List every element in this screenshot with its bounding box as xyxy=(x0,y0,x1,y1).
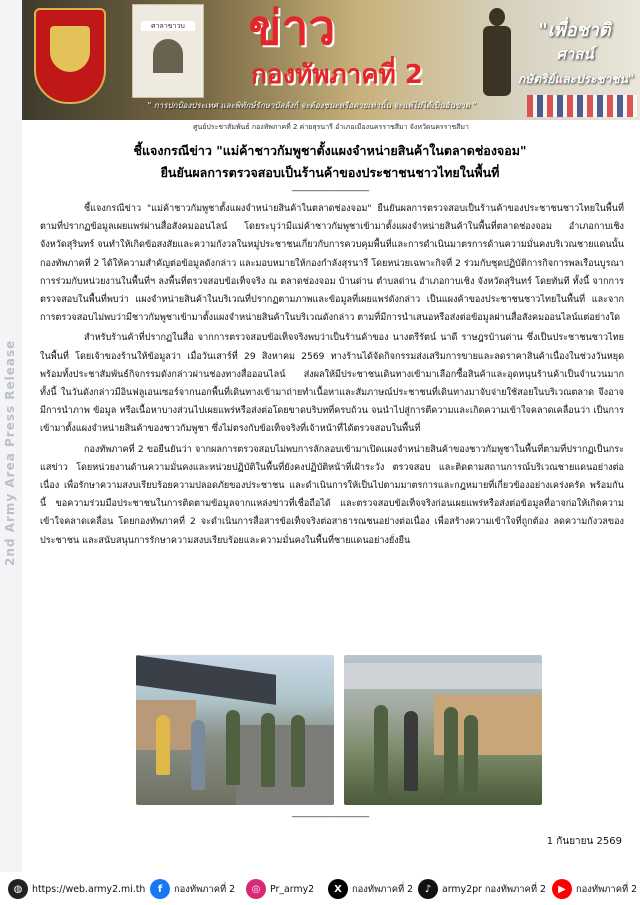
footer-youtube-link[interactable] xyxy=(552,878,637,900)
header-banner xyxy=(22,0,640,120)
photo-row xyxy=(22,655,640,805)
instagram-icon: ◎ xyxy=(246,879,266,899)
globe-icon: ◍ xyxy=(8,879,28,899)
flags-decoration xyxy=(527,95,637,117)
press-center-line: ศูนย์ประชาสัมพันธ์ กองทัพภาคที่ 2 ค่ายสุรนารี อำเภอเมืองนครราชสีมา จังหวัดนครราชสีมา xyxy=(193,123,469,131)
header-motto: " การปกป้องประเทศ และพิทักษ์รักษาบัลลังก์ จะต้องชนะหรือตายเท่านั้น จะแพ้ไม่ได้เป็นอันขาด " xyxy=(147,101,477,110)
release-date: 1 กันยายน 2569 xyxy=(546,836,622,847)
footer-facebook-text: กองทัพภาคที่ 2 xyxy=(174,883,236,895)
army-emblem-icon xyxy=(34,8,106,104)
facebook-icon: f xyxy=(150,879,170,899)
tiktok-icon: ♪ xyxy=(418,879,438,899)
footer-instagram-text: Pr_army2 xyxy=(270,883,315,895)
youtube-icon: ▶ xyxy=(552,879,572,899)
footer-tiktok-link[interactable] xyxy=(418,878,546,900)
paragraph-2: สำหรับร้านค้าที่ปรากฏในสื่อ จากการตรวจสอบข้อเท็จจริงพบว่าเป็นร้านค้าของ นางตรีรัตน์ นาดี ราษฎรบ้านด่าน ซึ่งเป็นประชาชนชาวไทยในพื้นที่ โดยเจ้าของร้านให้ข้อมูลว่า เมื่อวันเสาร์ที่ 29 สิงหาคม 2569 ทางร้านได้จัดกิจกรรมส่งเสริมการขายและลดราคาสินค้าเนื่องในช่วงวันหยุด พร้อมทั้งประชาสัมพันธ์กิจกรรมดังกล่าวผ่านช่องทางสื่อออนไลน์ ส่งผลให้มีประชาชนเดินทางเข้ามาเลือกซื้อสินค้าและอุดหนุนร้านค้าเป็นจำนวนมาก ทั้งนี้ ในวันดังกล่าวมีอินฟลูเอนเซอร์จากนอกพื้นที่เดินทางเข้ามาถ่ายทำเนื้อหาและสัมภาษณ์ประชาชนที่เดินทางมาจับจ่ายใช้สอยในบริเวณตลาด จึงอาจมีการนำภาพ ข้อมูล หรือเนื้อหาบางส่วนไปเผยแพร่หรือส่งต่อโดยขาดบริบทที่ครบถ้วน จนนำไปสู่การตีความและเกิดความเข้าใจคลาดเคลื่อนว่า เป็นการเข้ามาตั้งแผงจำหน่ายสินค้าของชาวกัมพูชา ซึ่งไม่ตรงกับข้อเท็จจริงที่เจ้าหน้าที่ได้ตรวจสอบในพื้นที่ xyxy=(40,333,624,435)
market-photo-2 xyxy=(344,655,542,805)
x-icon: X xyxy=(328,879,348,899)
header-subtitle: กองทัพภาคที่ 2 xyxy=(251,60,423,90)
footer-website-text: https://web.army2.mi.th xyxy=(32,883,146,895)
footer-youtube-text: กองทัพภาคที่ 2 xyxy=(576,883,638,895)
footer-social-bar xyxy=(0,872,640,905)
headline-line-2: ยืนยันผลการตรวจสอบเป็นร้านค้าของประชาชนชาวไทยในพื้นที่ xyxy=(160,165,500,180)
headline-line-1: ชี้แจงกรณีข่าว "แม่ค้าชาวกัมพูชาตั้งแผงจำหน่ายสินค้าในตลาดช่องจอม" xyxy=(133,143,527,158)
building-sign: ศาลาขาวบ xyxy=(141,21,195,31)
slogan-line-2: ศาสน์ xyxy=(556,45,594,63)
article-body xyxy=(40,200,624,552)
slogan-line-3: กษัตริย์และประชาชน" xyxy=(518,72,634,86)
side-banner-text: 2nd Army Area Press Release xyxy=(3,339,17,566)
header-title: ข่าว xyxy=(248,0,336,56)
headline xyxy=(40,140,620,184)
headline-separator: ----------------------------------------- xyxy=(291,186,369,195)
footer-website-link[interactable] xyxy=(8,878,145,900)
closing-separator: ----------------------------------------- xyxy=(291,812,369,821)
footer-x-text: กองทัพภาคที่ 2 xyxy=(352,883,414,895)
paragraph-3: กองทัพภาคที่ 2 ขอยืนยันว่า จากผลการตรวจสอบไม่พบการลักลอบเข้ามาเปิดแผงจำหน่ายสินค้าของชาวกัมพูชาในพื้นที่ตามที่ปรากฏเป็นกระแสข่าว โดยหน่วยงานด้านความมั่นคงและหน่วยปฏิบัติในพื้นที่ยังคงปฏิบัติหน้าที่เฝ้าระวัง ตรวจสอบ และติดตามสถานการณ์บริเวณชายแดนอย่างต่อเนื่อง เพื่อรักษาความสงบเรียบร้อยความปลอดภัยของประชาชน และดำเนินการให้เป็นไปตามมาตรการและกฎหมายที่เกี่ยวข้องอย่างเคร่งครัด พร้อมกันนี้ ขอความร่วมมือประชาชนในการติดตามข้อมูลจากแหล่งข่าวที่เชื่อถือได้ และตรวจสอบข้อเท็จจริงก่อนเผยแพร่หรือส่งต่อข้อมูลที่อาจก่อให้เกิดความเข้าใจคลาดเคลื่อน โดยกองทัพภาคที่ 2 จะดำเนินการสื่อสารข้อเท็จจริงต่อสาธารณชนอย่างต่อเนื่อง เพื่อสร้างความเข้าใจที่ถูกต้อง ลดความกังวลของประชาชน และสนับสนุนการรักษาความสงบเรียบร้อยและความมั่นคงในพื้นที่ชายแดนอย่างยั่งยืน xyxy=(40,444,624,546)
footer-instagram-link[interactable] xyxy=(246,878,314,900)
side-banner xyxy=(0,0,22,905)
paragraph-1: ชี้แจงกรณีข่าว "แม่ค้าชาวกัมพูชาตั้งแผงจำหน่ายสินค้าในตลาดช่องจอม" ยืนยันผลการตรวจสอบเป็นร้านค้าของประชาชนชาวไทยในพื้นที่ ตามที่ปรากฏข้อมูลเผยแพร่ผ่านสื่อสังคมออนไลน์ โดยระบุว่ามีแม่ค้าชาวกัมพูชาเข้ามาตั้งแผงจำหน่ายสินค้าในพื้นที่ตลาดช่องจอม อำเภอกาบเชิง จังหวัดสุรินทร์ จนทำให้เกิดข้อสงสัยและความกังวลในหมู่ประชาชนเกี่ยวกับการควบคุมพื้นที่และการดำเนินมาตรการด้านความมั่นคงบริเวณชายแดนนั้น กองทัพภาคที่ 2 ได้ให้ความสำคัญต่อข้อมูลดังกล่าว และมอบหมายให้กองกำลังสุรนารี โดยหน่วยเฉพาะกิจที่ 2 ร่วมกับชุดปฏิบัติการกิจการพลเรือนบูรณาการร่วมกับหน่วยงานในพื้นที่ฯ ลงพื้นที่ตรวจสอบข้อเท็จจริง ณ ตลาดช่องจอม บ้านด่าน ตำบลด่าน อำเภอกาบเชิง จังหวัดสุรินทร์ โดยทันที ทั้งนี้ จากการตรวจสอบในพื้นที่พบว่า แผงจำหน่ายสินค้าในบริเวณที่ปรากฏตามภาพและข้อมูลที่เผยแพร่ดังกล่าว เป็นแผงค้าของประชาชนชาวไทยในพื้นที่ และจากการตรวจสอบไม่พบว่ามีชาวกัมพูชาเข้ามาตั้งแผงจำหน่ายสินค้าในบริเวณดังกล่าว ตามที่มีการนำเสนอหรือส่งต่อข้อมูลผ่านสื่อสังคมออนไลน์แต่อย่างใด xyxy=(40,204,624,324)
market-photo-1 xyxy=(136,655,334,805)
footer-facebook-link[interactable] xyxy=(150,878,235,900)
footer-tiktok-text: army2pr กองทัพภาคที่ 2 xyxy=(442,883,546,895)
footer-x-link[interactable] xyxy=(328,878,413,900)
slogan-line-1: "เพื่อชาติ xyxy=(538,20,611,41)
